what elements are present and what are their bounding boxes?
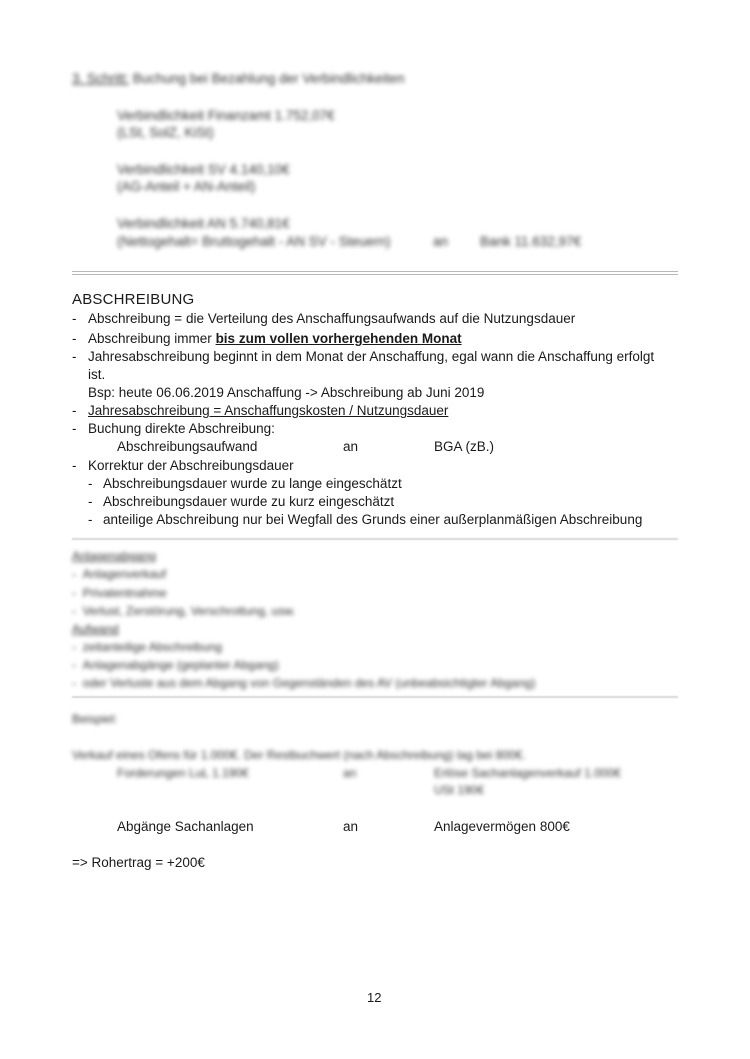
step3-an-word: an	[433, 234, 449, 249]
booking-an: an	[343, 439, 359, 454]
beispiel-result: => Rohertrag = +200€	[72, 855, 205, 870]
step3-an-line: Verbindlichkeit AN 5.740,81€	[117, 216, 290, 231]
korrektur-sub-2: Abschreibungsdauer wurde zu kurz eingeschätzt	[103, 494, 395, 509]
abschreibung-bullet-3-line2: ist.	[88, 367, 106, 382]
beispiel-text: Verkauf eines Ofens für 1.000€. Der Restbuchwert (nach Abschreibung) lag bei 800€.	[72, 748, 526, 762]
beispiel-heading: Beispiel:	[72, 712, 118, 726]
step3-sv-line: Verbindlichkeit SV 4.140,10€	[117, 162, 290, 177]
step3-bank: Bank 11.632,97€	[480, 234, 582, 249]
anlagen-item-1: - Anlagenverkauf	[72, 567, 167, 581]
beispiel-debit-2: Abgänge Sachanlagen	[117, 819, 254, 834]
sub-bullet-dash: -	[88, 476, 93, 491]
anlagen-item-2: - Privatentnahme	[72, 586, 167, 600]
step3-sv-detail: (AG-Anteil + AN-Anteil)	[117, 179, 256, 194]
aufwand-heading: Aufwand	[72, 622, 119, 636]
step3-fa-line: Verbindlichkeit Finanzamt 1.752,07€	[117, 108, 335, 123]
beispiel-an-2: an	[343, 819, 359, 834]
bullet-dash: -	[72, 331, 77, 346]
section-divider-double	[72, 271, 678, 275]
bullet-dash: -	[72, 458, 77, 473]
bullet-dash: -	[72, 311, 77, 326]
abschreibung-bullet-4: Jahresabschreibung = Anschaffungskosten / Nutzungsdauer	[88, 403, 449, 418]
beispiel-credit-1b: USt 190€	[434, 783, 485, 797]
booking-debit: Abschreibungsaufwand	[117, 439, 258, 454]
step3-an-detail: (Nettogehalt= Bruttogehalt - AN SV - Steuern)	[117, 234, 391, 249]
anlagen-heading: Anlagenabgang	[72, 549, 157, 563]
aufwand-item-1: - zeitanteilige Abschreibung	[72, 640, 223, 654]
sub-bullet-dash: -	[88, 512, 93, 527]
step3-fa-detail: (LSt, SolZ, KiSt)	[117, 125, 214, 140]
booking-credit: BGA (zB.)	[434, 439, 495, 454]
step3-title	[72, 70, 405, 88]
beispiel-credit-1a: Erlöse Sachanlagenverkauf 1.000€	[434, 766, 621, 780]
korrektur-sub-1: Abschreibungsdauer wurde zu lange eingeschätzt	[103, 476, 402, 491]
aufwand-item-3: - oder Verluste aus dem Abgang von Gegenständen des AV (unbeabsichtigter Abgang)	[72, 676, 536, 690]
korrektur-sub-3: anteilige Abschreibung nur bei Wegfall des Grunds einer außerplanmäßigen Abschreibung	[103, 512, 643, 527]
abschreibung-bullet-5: Buchung direkte Abschreibung:	[88, 421, 275, 436]
abschreibung-heading: ABSCHREIBUNG	[72, 291, 195, 308]
abschreibung-bullet-2-prefix: Abschreibung immer	[88, 331, 216, 346]
aufwand-item-2: - Anlagenabgänge (geplanter Abgang)	[72, 658, 279, 672]
abschreibung-bullet-6: Korrektur der Abschreibungsdauer	[88, 458, 294, 473]
step3-title-text: Buchung bei Bezahlung der Verbindlichkeiten	[132, 71, 405, 86]
beispiel-an-1: an	[343, 766, 357, 780]
sub-bullet-dash: -	[88, 494, 93, 509]
abschreibung-bullet-2-emphasis: bis zum vollen vorhergehenden Monat	[215, 331, 462, 346]
beispiel-debit-1: Forderungen LuL 1.190€	[117, 766, 249, 780]
abschreibung-bullet-1: Abschreibung = die Verteilung des Anschaffungsaufwands auf die Nutzungsdauer	[88, 311, 576, 326]
page-number: 12	[367, 990, 382, 1005]
beispiel-credit-2: Anlagevermögen 800€	[434, 819, 570, 834]
abschreibung-bullet-3-example: Bsp: heute 06.06.2019 Anschaffung -> Abschreibung ab Juni 2019	[88, 385, 485, 400]
bullet-dash: -	[72, 349, 77, 364]
section-divider	[72, 538, 678, 540]
abschreibung-bullet-2	[88, 330, 462, 348]
abschreibung-bullet-3-line1: Jahresabschreibung beginnt in dem Monat der Anschaffung, egal wann die Anschaffung erfolgt	[88, 349, 655, 364]
section-divider	[72, 696, 678, 698]
bullet-dash: -	[72, 421, 77, 436]
step3-title-label: 3. Schritt:	[72, 71, 130, 86]
bullet-dash: -	[72, 403, 77, 418]
anlagen-item-3: - Verlust, Zerstörung, Verschrottung, usw.	[72, 604, 296, 618]
